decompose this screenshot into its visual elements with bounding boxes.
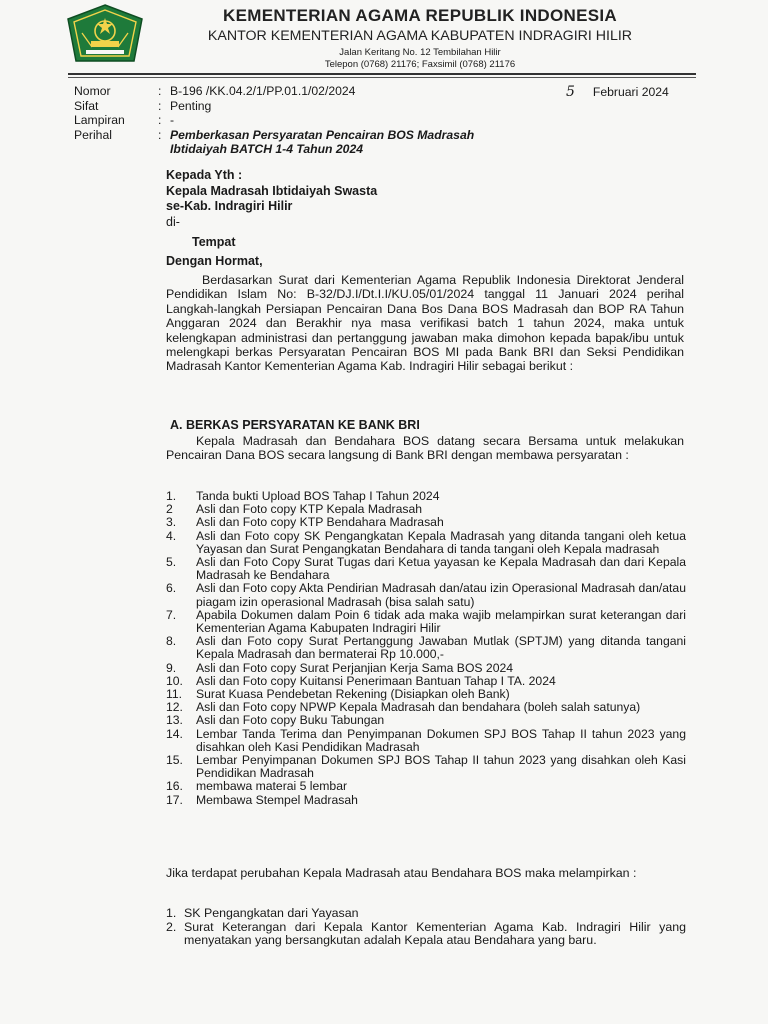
body-paragraph-3: Jika terdapat perubahan Kepala Madrasah atau Bendahara BOS maka melampirkan : — [166, 866, 637, 880]
list-item-text: Asli dan Foto copy KTP Kepala Madrasah — [196, 502, 423, 517]
list-item-text: Asli dan Foto copy SK Pengangkatan Kepala Madrasah yang ditanda tangani oleh ketua Yayasan dan Surat Pengangkatan Bendahara di tanda tangani oleh Kepala madrasah — [196, 528, 686, 556]
section-a-title: A. BERKAS PERSYARATAN KE BANK BRI — [170, 418, 420, 432]
list-item-number: 2 — [166, 502, 173, 517]
letter-meta — [74, 84, 530, 157]
list-item-text: Membawa Stempel Madrasah — [196, 792, 358, 807]
list-item-number: 7. — [166, 607, 177, 622]
list-item — [166, 556, 686, 582]
recipient-block — [166, 168, 377, 251]
letterhead-divider-thin — [68, 77, 696, 78]
list-item-number: 5. — [166, 555, 177, 570]
list-item-text: Asli dan Foto copy Buku Tabungan — [196, 713, 385, 728]
list-item-text: Asli dan Foto copy Surat Perjanjian Kerja Sama BOS 2024 — [196, 660, 514, 675]
list-item-number: 1. — [166, 489, 177, 503]
greeting: Dengan Hormat, — [166, 254, 263, 268]
list-item-number: 17. — [166, 792, 183, 807]
list-item-text: Asli dan Foto copy Kuitansi Penerimaan Bantuan Tahap I TA. 2024 — [196, 673, 556, 688]
letterhead-divider — [68, 73, 696, 75]
list-item-number: 2. — [166, 919, 177, 934]
list-item-text: Asli dan Foto copy Surat Pertanggung Jawaban Mutlak (SPTJM) yang ditanda tangani Kepala Madrasah dan bermaterai Rp 10.000,- — [196, 634, 686, 662]
list-item-number: 3. — [166, 515, 177, 530]
list-item-number: 9. — [166, 660, 177, 675]
list-item — [166, 754, 686, 780]
list-item — [166, 582, 686, 608]
meta-row-nomor — [74, 84, 530, 99]
list-item-text: Surat Keterangan dari Kepala Kantor Kementerian Agama Kab. Indragiri Hilir yang menyatakan yang bersangkutan adalah Kepala atau Bendahara yang baru. — [184, 919, 686, 948]
recipient-region: se-Kab. Indragiri Hilir — [166, 199, 293, 213]
list-item-number: 14. — [166, 726, 183, 741]
meta-row-perihal — [74, 128, 530, 157]
list-item — [166, 662, 686, 675]
ministry-logo-icon — [64, 3, 146, 66]
meta-label: Lampiran — [74, 113, 125, 127]
letter-date — [566, 84, 669, 100]
meta-label: Perihal — [74, 127, 112, 142]
list-item — [166, 635, 686, 661]
section-a-intro: Kepala Madrasah dan Bendahara BOS datang secara Bersama untuk melakukan Pencairan Dana BOS secara langsung di Bank BRI dengan membawa persyaratan : — [166, 434, 684, 463]
list-item-number: 15. — [166, 753, 183, 768]
letterhead-ministry: KEMENTERIAN AGAMA REPUBLIK INDONESIA — [223, 6, 617, 25]
list-item-text: Asli dan Foto copy KTP Bendahara Madrasah — [196, 515, 444, 530]
change-requirements-list — [166, 907, 686, 948]
list-item-number: 6. — [166, 581, 177, 596]
recipient-place: Tempat — [192, 235, 236, 249]
letterhead-office: KANTOR KEMENTERIAN AGAMA KABUPATEN INDRAGIRI HILIR — [207, 28, 633, 44]
letter-nature: Penting — [170, 98, 212, 113]
letter-subject: Pemberkasan Persyaratan Pencairan BOS Madrasah Ibtidaiyah BATCH 1-4 Tahun 2024 — [170, 127, 475, 156]
list-item-text: Apabila Dokumen dalam Poin 6 tidak ada maka wajib melampirkan surat keterangan dari Kementerian Agama Kabupaten Indragiri Hilir — [196, 607, 686, 636]
list-item-number: 13. — [166, 713, 183, 728]
list-item-text: Surat Kuasa Pendebetan Rekening (Disiapkan oleh Bank) — [196, 687, 510, 702]
list-item-number: 12. — [166, 700, 183, 715]
list-item-text: Lembar Penyimpanan Dokumen SPJ BOS Tahap II tahun 2023 yang disahkan oleh Kasi Pendidikan Madrasah — [196, 753, 686, 781]
list-item — [166, 794, 686, 807]
requirements-list — [166, 490, 686, 807]
letter-number: B-196 /KK.04.2/1/PP.01.1/02/2024 — [170, 84, 356, 98]
list-item — [166, 516, 686, 529]
list-item-text: Asli dan Foto Copy Surat Tugas dari Ketua yayasan ke Kepala Madrasah dan dari Kepala Madrasah ke Bendahara — [196, 555, 686, 583]
meta-label: Sifat — [74, 98, 99, 113]
list-item-number: 4. — [166, 528, 177, 543]
list-item-number: 16. — [166, 779, 183, 794]
letterhead-address: Jalan Keritang No. 12 Tembilahan Hilir — [339, 47, 501, 58]
meta-colon: : — [158, 84, 162, 98]
list-item — [166, 921, 686, 948]
list-item-text: SK Pengangkatan dari Yayasan — [184, 906, 359, 920]
meta-row-lampiran — [74, 113, 530, 128]
recipient-salutation: Kepada Yth : — [166, 168, 243, 182]
letterhead-phone: Telepon (0768) 21176; Faxsimil (0768) 21176 — [324, 59, 516, 70]
meta-colon: : — [158, 113, 162, 127]
list-item-number: 10. — [166, 673, 183, 688]
body-paragraph-1: Berdasarkan Surat dari Kementerian Agama Republik Indonesia Direktorat Jenderal Pendidikan Islam No: B-32/DJ.I/Dt.I.I/KU.05/01/2024 tanggal 11 Januari 2024 perihal Langkah-langkah Persiapan Pencairan Dana Bos Dana BOS Madrasah dan BOP RA Tahun Anggaran 2024 dan Berakhir nya masa verifikasi batch 1 tahun 2024, maka untuk kelengkapan administrasi dan pertanggung jawaban maka dimohon kepada bapak/ibu untuk melengkapi berkas Persyaratan Pencairan BOS MI pada Bank BRI dan Seksi Pendidikan Madrasah Kantor Kementerian Agama Kab. Indragiri Hilir sebagai berikut : — [166, 273, 684, 374]
list-item-number: 8. — [166, 634, 177, 649]
list-item — [166, 907, 686, 921]
recipient-di: di- — [166, 214, 180, 229]
list-item-text: Lembar Tanda Terima dan Penyimpanan Dokumen SPJ BOS Tahap II tahun 2023 yang disahkan oleh Kasi Pendidikan Madrasah — [196, 726, 686, 754]
list-item — [166, 530, 686, 556]
list-item-text: membawa materai 5 lembar — [196, 779, 348, 794]
list-item-number: 11. — [166, 687, 183, 702]
meta-colon: : — [158, 127, 162, 142]
list-item-number: 1. — [166, 906, 177, 920]
list-item — [166, 714, 686, 727]
list-item — [166, 728, 686, 754]
list-item-text: Tanda bukti Upload BOS Tahap I Tahun 2024 — [196, 489, 440, 503]
list-item-text: Asli dan Foto copy Akta Pendirian Madrasah dan/atau izin Operasional Madrasah dan/atau piagam izin operasional Madrasah (bisa salah satu) — [196, 581, 686, 609]
list-item — [166, 609, 686, 635]
meta-row-sifat — [74, 99, 530, 114]
meta-label: Nomor — [74, 84, 111, 98]
recipient-name: Kepala Madrasah Ibtidaiyah Swasta — [166, 183, 378, 198]
meta-colon: : — [158, 98, 162, 113]
letterhead — [150, 6, 690, 70]
list-item — [166, 780, 686, 793]
date-day: 5 — [566, 84, 575, 100]
list-item-text: Asli dan Foto copy NPWP Kepala Madrasah dan bendahara (boleh salah satunya) — [196, 700, 641, 715]
date-month-year: Februari 2024 — [592, 85, 669, 99]
letter-attachment: - — [170, 113, 175, 127]
